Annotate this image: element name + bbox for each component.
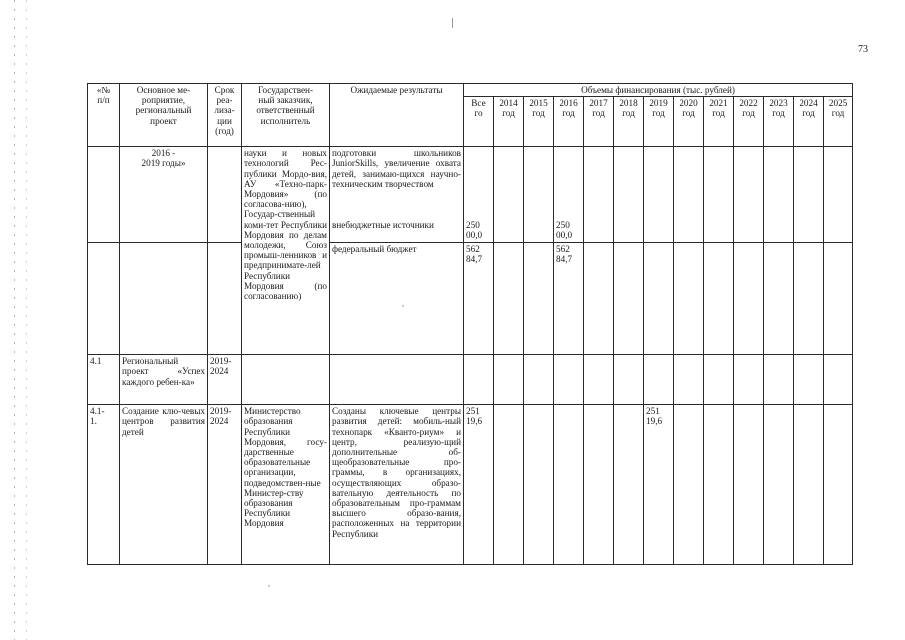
cell-num [88,147,120,243]
cell-measure: Региональный проект «Успех каждого ребен-ка» [120,355,208,405]
col-funding-header: Объемы финансирования (тыс. рублей) [464,84,853,97]
table-row [88,355,853,405]
col-year-header: 2024 год [794,97,824,147]
cell-customer: науки и новых технологий Рес-публики Мордо-вия, АУ «Техно-парк-Мордовия» (по согласова-нию), Государ-ственный коми-тет Республики Мордовия по делам молодежи, Союз промыш-ленников и предпринимате-лей Республики Мордовия (по согласованию) [242,147,330,355]
col-year-header: 2018 год [614,97,644,147]
cell-2016: 562 84,7 [554,243,584,355]
cell-total: 562 84,7 [464,243,494,355]
col-year-header: 2014 год [494,97,524,147]
col-results-header: Ожидаемые результаты [330,84,464,147]
table-row [88,147,853,219]
cell-measure: 2016 - 2019 годы» [120,147,208,243]
header-row-1 [88,84,853,97]
col-measure-header: Основное ме- роприятие, региональный проект [120,84,208,147]
cell-total: 250 00,0 [464,219,494,243]
cell-results: федеральный бюджет [330,243,464,355]
col-year-header: 2025 год [824,97,853,147]
cell-results: внебюджетные источники [330,219,464,243]
scan-mark [452,18,453,28]
scan-edge-mark [14,0,15,640]
cell-2019: 251 19,6 [644,405,674,565]
cell-term [208,147,242,243]
col-year-header: 2021 год [704,97,734,147]
cell-customer [242,355,330,405]
cell-num: 4.1- 1. [88,405,120,565]
col-year-header: 2020 год [674,97,704,147]
scan-edge-mark [26,0,27,640]
cell-measure [120,243,208,355]
col-year-header: 2016 год [554,97,584,147]
cell-results: подготовки школьников JuniorSkills, увеличение охвата детей, занимаю-щихся научно-техническим творчеством [330,147,464,219]
cell-results [330,355,464,405]
cell-measure: Создание клю-чевых центров развития детей [120,405,208,565]
col-year-header: 2017 год [584,97,614,147]
cell-term [208,243,242,355]
cell-term: 2019- 2024 [208,355,242,405]
cell-total [464,147,494,219]
cell-total [464,355,494,405]
cell-customer: Министерство образования Республики Мордовия, госу-дарственные образовательные организации, подведомствен-ные Министер-ству образования Республики Мордовия [242,405,330,565]
financing-table [87,83,853,565]
table-row [88,405,853,565]
cell-num: 4.1 [88,355,120,405]
cell-2016: 250 00,0 [554,219,584,243]
cell-results: Созданы ключевые центры развития детей: мобиль-ный технопарк «Кванто-риум» и центр, реализую-щий дополнительные об-щеобразовательные про-граммы, в организациях, осуществляющих образо-вательную деятельность по образовательным про-граммам высшего образо-вания, расположенных на территории Республики [330,405,464,565]
col-total-header: Все го [464,97,494,147]
page-number: 73 [858,44,868,55]
scan-speck [268,585,270,587]
col-term-header: Срок реа- лиза- ции (год) [208,84,242,147]
cell-term: 2019- 2024 [208,405,242,565]
col-year-header: 2022 год [734,97,764,147]
col-customer-header: Государствен- ный заказчик, ответственный исполнитель [242,84,330,147]
col-num-header: «№ п/п [88,84,120,147]
cell-total: 251 19,6 [464,405,494,565]
table-row [88,243,853,355]
cell-num [88,243,120,355]
col-year-header: 2015 год [524,97,554,147]
col-year-header: 2023 год [764,97,794,147]
col-year-header: 2019 год [644,97,674,147]
